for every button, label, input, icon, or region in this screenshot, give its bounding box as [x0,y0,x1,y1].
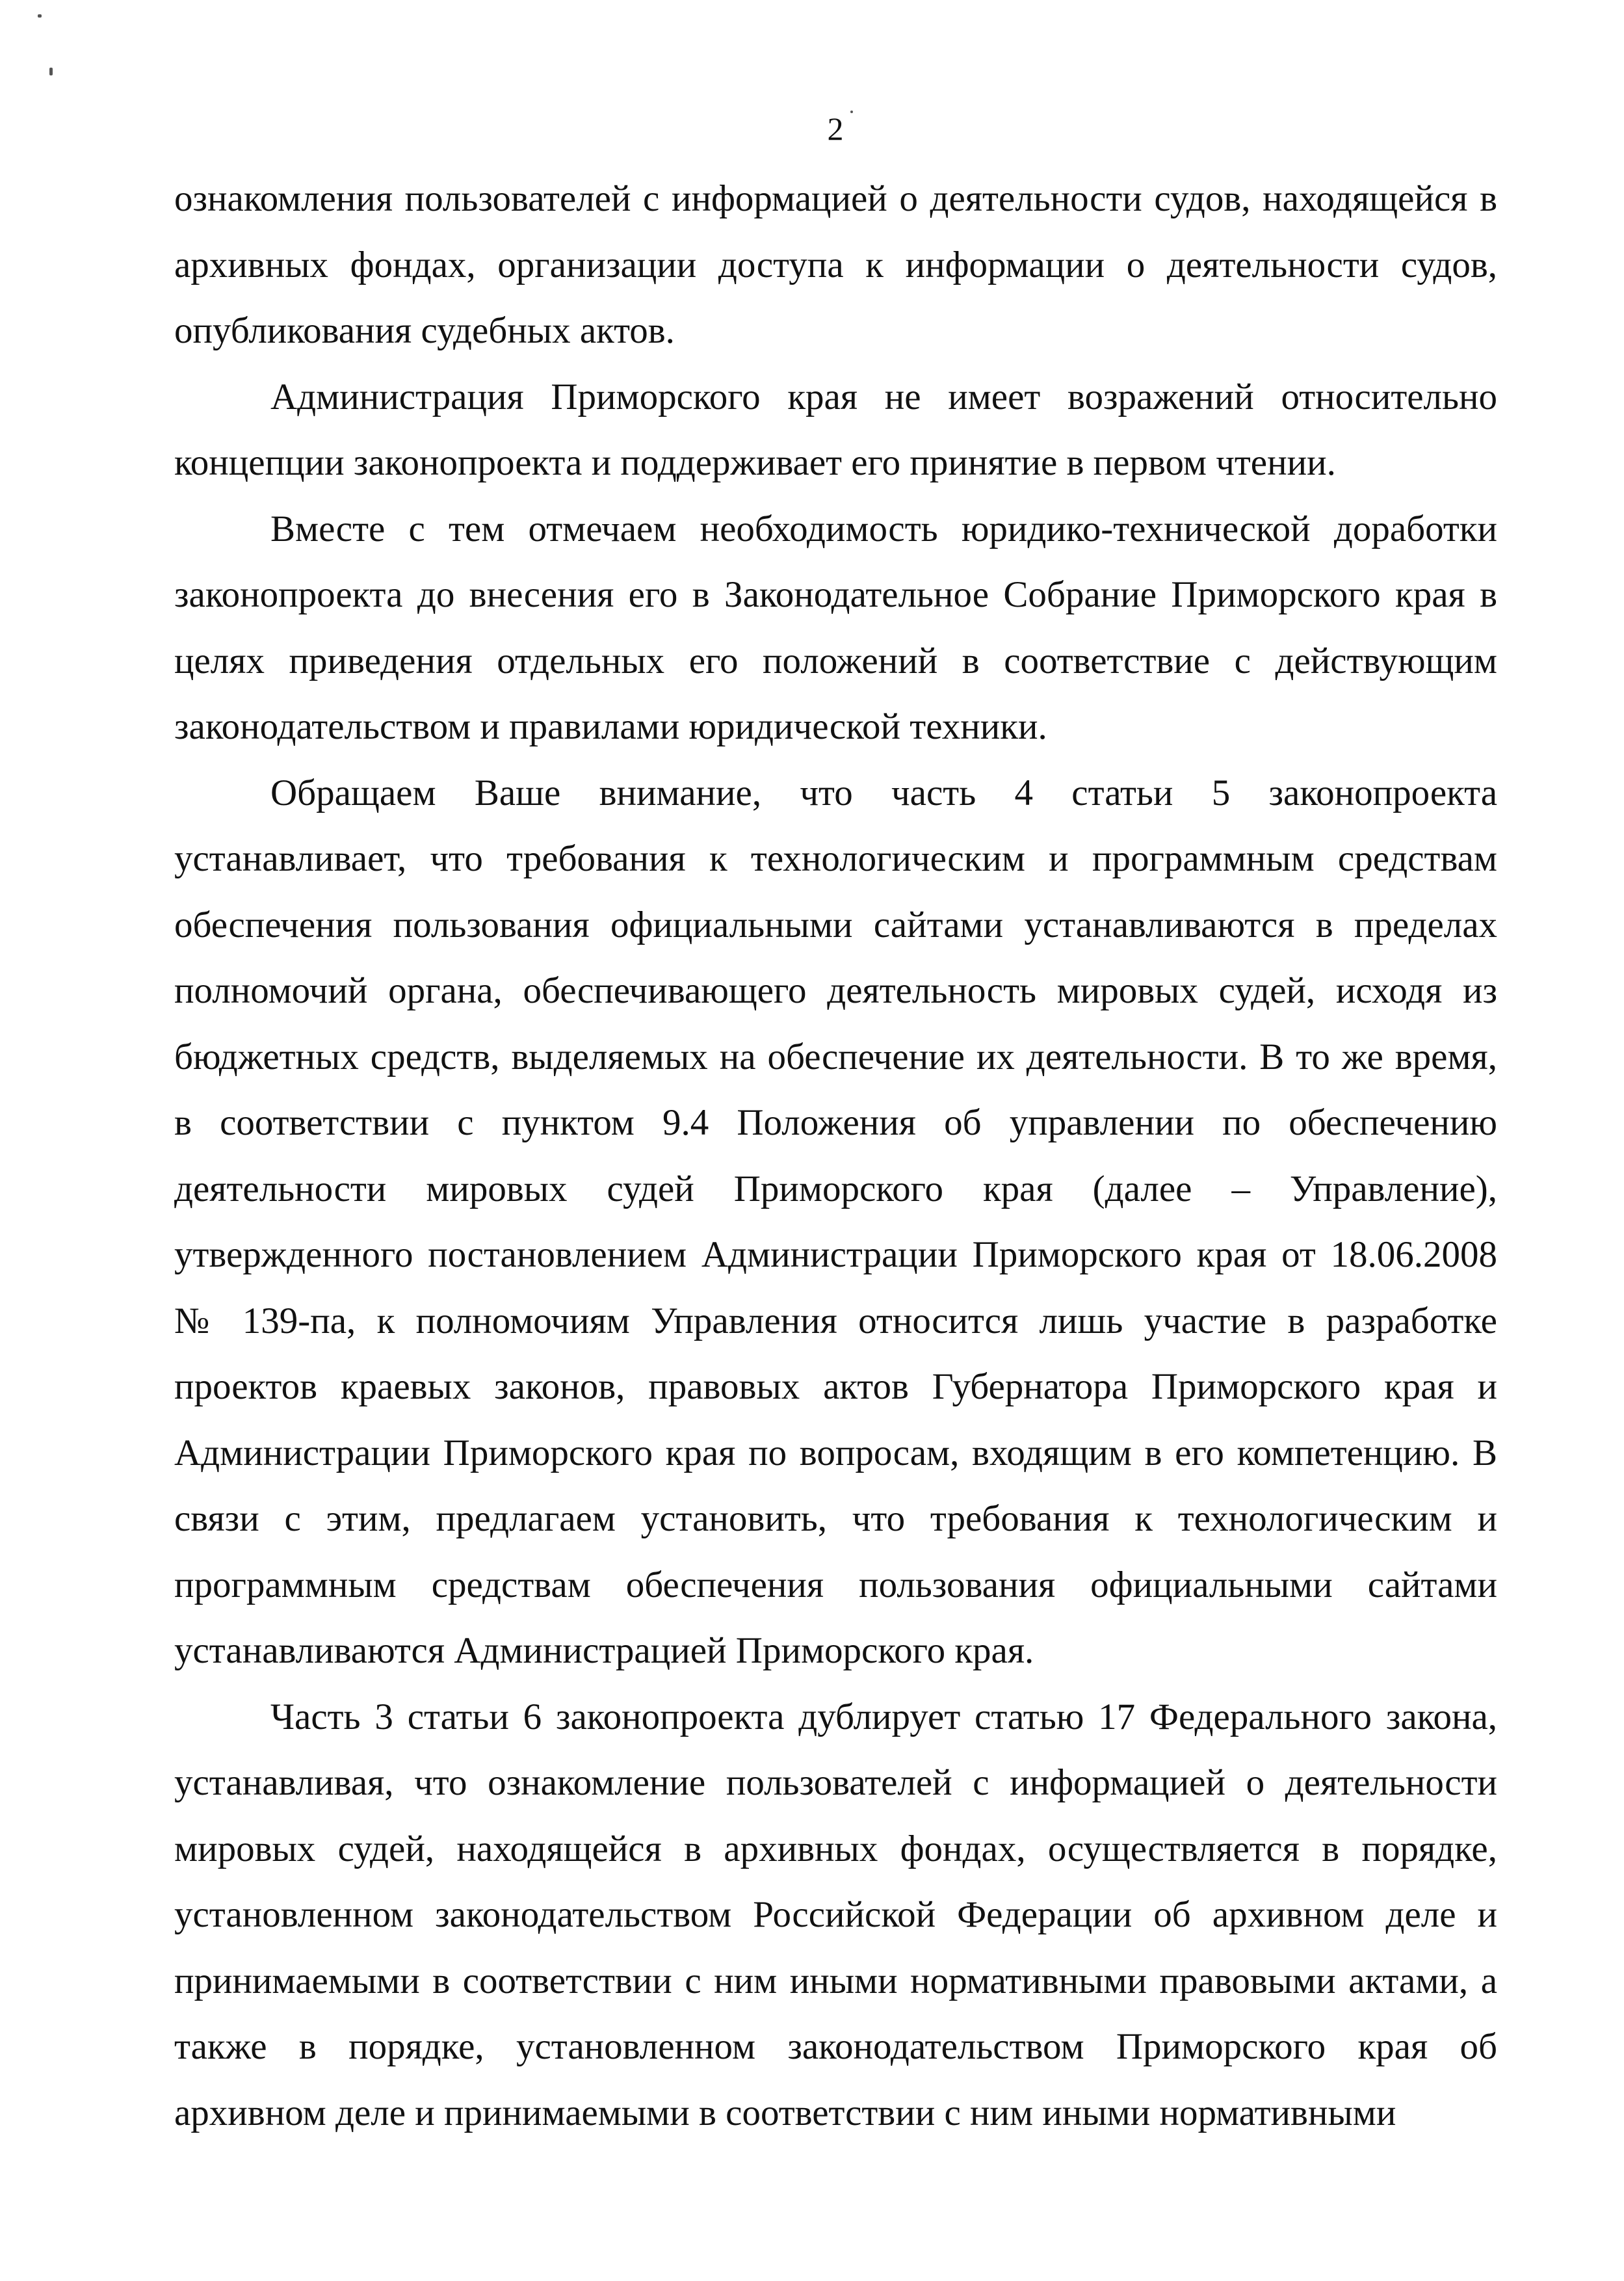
scan-speck [49,68,53,75]
page-number: 2 [827,111,844,147]
paragraph-continuation: ознакомления пользователей с информацией о деятельности судов, находящейся в архивных фондах, организации доступа к информации о деятельности судов, опубликования судебных актов. [174,178,1497,351]
paragraph-revision-note: Вместе с тем отмечаем необходимость юридико-технической доработки законопроекта до внесения его в Законодательное Собрание Приморского края в целях приведения отдельных его положений в соответствие с действующим законодательством и правилами юридической техники. [174,508,1497,747]
scan-speck [38,14,42,18]
document-body [174,166,1497,2146]
paragraph-article-5-remark: Обращаем Ваше внимание, что часть 4 статьи 5 законопроекта устанавливает, что требования к технологическим и программным средствам обеспечения пользования официальными сайтами устанавливаются в пределах полномочий органа, обеспечивающего деятельность мировых судей, исходя из бюджетных средств, выделяемых на обеспечение их деятельности. В то же время, в соответствии с пунктом 9.4 Положения об управлении по обеспечению деятельности мировых судей Приморского края (далее – Управление), утвержденного постановлением Администрации Приморского края от 18.06.2008 № 139-па, к полномочиям Управления относится лишь участие в разработке проектов краевых законов, правовых актов Губернатора Приморского края и Администрации Приморского края по вопросам, входящим в его компетенцию. В связи с этим, предлагаем установить, что требования к технологическим и программным средствам обеспечения пользования официальными сайтами устанавливаются Администрацией Приморского края. [174,772,1497,1671]
paragraph-support-statement: Администрация Приморского края не имеет возражений относительно концепции законопроекта и поддерживает его принятие в первом чтении. [174,376,1497,483]
paragraph-article-6-remark: Часть 3 статьи 6 законопроекта дублирует статью 17 Федерального закона, устанавливая, что ознакомление пользователей с информацией о деятельности мировых судей, находящейся в архивных фондах, осуществляется в порядке, установленном законодательством Российской Федерации об архивном деле и принимаемыми в соответствии с ним иными нормативными правовыми актами, а также в порядке, установленном законодательством Приморского края об архивном деле и принимаемыми в соответствии с ним иными нормативными [174,1696,1497,2133]
